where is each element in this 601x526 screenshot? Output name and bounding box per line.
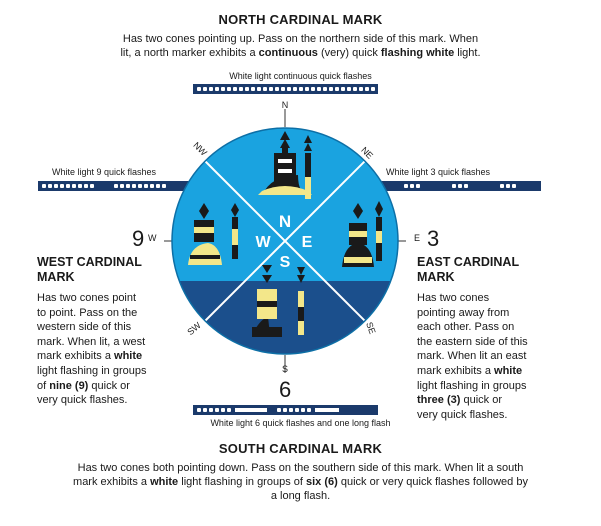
flash-dot: [203, 408, 207, 412]
center-letter-n: N: [278, 212, 292, 231]
flash-dot: [54, 184, 58, 188]
west-desc-line: of: [37, 379, 50, 392]
flash-dot: [335, 87, 339, 91]
flash-dot: [227, 87, 231, 91]
flash-dot: [281, 87, 285, 91]
north-desc-text: light.: [454, 47, 481, 59]
south-desc-line3: a long flash.: [270, 490, 331, 502]
flash-dot: [311, 87, 315, 91]
flash-dot: [500, 184, 504, 188]
west-title-line1: WEST CARDINAL: [37, 255, 142, 269]
north-light-bar: [193, 84, 378, 94]
flash-dot: [365, 87, 369, 91]
flash-dot: [277, 408, 281, 412]
flash-dot: [359, 87, 363, 91]
east-desc-line: very quick flashes.: [417, 408, 508, 421]
east-desc-line: quick or: [460, 394, 502, 407]
west-desc-bold: nine (9): [49, 379, 89, 392]
north-desc-text: lit, a north marker exhibits a: [120, 47, 259, 59]
flash-dot: [203, 87, 207, 91]
south-desc-bold: white: [150, 476, 179, 488]
flash-dot: [114, 184, 118, 188]
east-desc-line: each other. Pass on: [417, 321, 515, 334]
flash-dot: [353, 87, 357, 91]
center-letter-w: W: [255, 234, 271, 251]
flash-dot: [197, 408, 201, 412]
flash-dot: [227, 408, 231, 412]
north-light-caption: White light continuous quick flashes: [229, 71, 372, 81]
flash-dot: [197, 87, 201, 91]
north-description: [0, 32, 601, 60]
flash-dot: [295, 408, 299, 412]
flash-dot: [317, 87, 321, 91]
south-light-caption: White light 6 quick flashes and one long flash: [210, 418, 391, 428]
flash-dot: [329, 87, 333, 91]
nw-label: NW: [191, 140, 209, 158]
east-desc-line: pointing away from: [417, 306, 510, 319]
flash-dot: [48, 184, 52, 188]
north-desc-bold: flashing white: [380, 47, 455, 59]
flash-dot: [221, 408, 225, 412]
west-title-line2: MARK: [37, 270, 75, 284]
ne-label: NE: [359, 144, 376, 161]
flash-dot: [90, 184, 94, 188]
flash-dot: [458, 184, 462, 188]
east-desc-line: the eastern side of this: [417, 335, 528, 348]
long-flash: [235, 408, 267, 412]
east-desc-line: light flashing in groups: [417, 379, 527, 392]
west-desc-line: Has two cones point: [37, 292, 137, 304]
flash-dot: [233, 87, 237, 91]
west-title: [37, 255, 142, 285]
west-desc-bold: white: [114, 350, 143, 363]
north-desc-text: (very) quick: [317, 47, 381, 59]
flash-dot: [269, 87, 273, 91]
flash-dot: [323, 87, 327, 91]
east-description: [417, 291, 567, 422]
flash-dot: [215, 87, 219, 91]
west-desc-line: quick or: [88, 379, 130, 392]
sw-label: SW: [185, 320, 203, 338]
flash-dot: [215, 408, 219, 412]
east-desc-line: mark exhibits a: [417, 364, 495, 377]
east-desc-line: Has two cones: [417, 292, 490, 304]
flash-dot: [283, 408, 287, 412]
flash-dot: [251, 87, 255, 91]
flash-dot: [347, 87, 351, 91]
south-desc-bold: six (6): [306, 476, 338, 488]
flash-dot: [42, 184, 46, 188]
west-desc-line: western side of this: [37, 321, 132, 334]
east-title: [417, 255, 519, 285]
flash-dot: [126, 184, 130, 188]
flash-dot: [239, 87, 243, 91]
north-desc-line1: Has two cones pointing up. Pass on the northern side of this mark. When: [122, 33, 479, 45]
west-number: 9: [132, 226, 145, 251]
north-title: NORTH CARDINAL MARK: [218, 12, 383, 27]
flash-dot: [275, 87, 279, 91]
center-letter-s: S: [279, 254, 291, 271]
long-flash: [315, 408, 339, 412]
cardinal-compass-diagram: [150, 95, 430, 385]
flash-dot: [293, 87, 297, 91]
flash-dot: [221, 87, 225, 91]
flash-dot: [257, 87, 261, 91]
flash-dot: [301, 408, 305, 412]
flash-dot: [506, 184, 510, 188]
flash-dot: [307, 408, 311, 412]
south-description: [0, 461, 601, 503]
west-desc-line: to point. Pass on the: [37, 306, 138, 319]
flash-dot: [209, 87, 213, 91]
west-desc-line: mark exhibits a: [37, 350, 115, 363]
flash-dot: [287, 87, 291, 91]
flash-dot: [305, 87, 309, 91]
east-title-line1: EAST CARDINAL: [417, 255, 520, 269]
flash-dot: [209, 408, 213, 412]
flash-dot: [72, 184, 76, 188]
east-desc-bold: white: [494, 364, 523, 377]
flash-dot: [144, 184, 148, 188]
north-desc-bold: continuous: [258, 47, 318, 59]
south-light-bar: [193, 405, 378, 415]
flash-dot: [371, 87, 375, 91]
east-light-caption: White light 3 quick flashes: [386, 167, 491, 177]
flash-dot: [464, 184, 468, 188]
south-number: 6: [279, 377, 292, 402]
flash-dot: [452, 184, 456, 188]
south-desc-text: mark exhibits a: [73, 476, 151, 488]
center-letter-e: E: [301, 234, 313, 251]
flash-dot: [289, 408, 293, 412]
east-desc-line: mark. When lit an east: [417, 350, 527, 363]
flash-dot: [66, 184, 70, 188]
flash-dot: [120, 184, 124, 188]
flash-dot: [138, 184, 142, 188]
flash-dot: [78, 184, 82, 188]
west-light-caption: White light 9 quick flashes: [52, 167, 157, 177]
flash-dot: [84, 184, 88, 188]
east-number: 3: [427, 226, 440, 251]
south-title: SOUTH CARDINAL MARK: [218, 441, 383, 456]
flash-dot: [299, 87, 303, 91]
flash-dot: [341, 87, 345, 91]
east-desc-bold: three (3): [417, 394, 461, 407]
flash-dot: [60, 184, 64, 188]
west-description: [37, 291, 177, 408]
se-label: SE: [364, 320, 378, 336]
north-label: N: [281, 100, 289, 110]
west-desc-line: mark. When lit, a west: [37, 335, 146, 348]
south-desc-text: light flashing in groups of: [178, 476, 306, 488]
east-letter: E: [414, 233, 421, 243]
west-letter: W: [148, 233, 157, 243]
south-letter: S: [282, 364, 289, 374]
flash-dot: [263, 87, 267, 91]
west-desc-line: very quick flashes.: [37, 394, 128, 407]
east-title-line2: MARK: [417, 270, 455, 284]
west-desc-line: light flashing in groups: [37, 364, 147, 377]
flash-dot: [512, 184, 516, 188]
south-desc-text: quick or very quick flashes followed by: [337, 476, 528, 488]
south-desc-line1: Has two cones both pointing down. Pass on the southern side of this mark. When lit a south: [77, 462, 524, 474]
flash-dot: [132, 184, 136, 188]
flash-dot: [245, 87, 249, 91]
